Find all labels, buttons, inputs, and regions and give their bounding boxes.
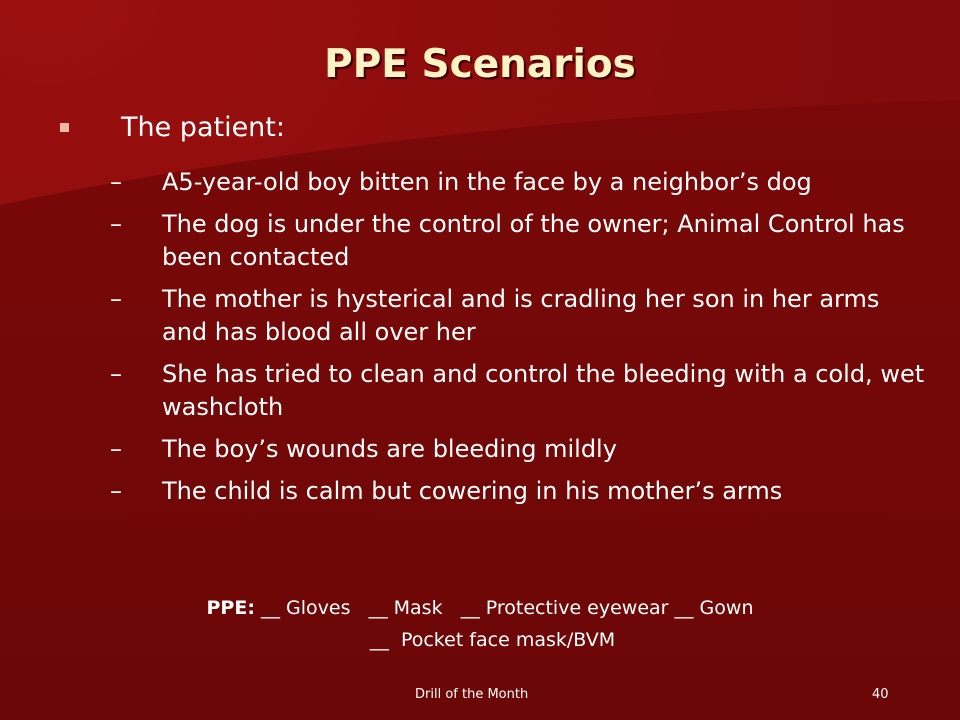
slide-number: 40 [872,687,889,702]
ppe-label: PPE: [206,597,255,619]
list-item-text: The dog is under the control of the owner; Animal Control has been contacted [162,210,905,271]
list-item [110,433,930,466]
list-item-text: She has tried to clean and control the bleeding with a cold, wet washcloth [162,360,925,421]
main-bullet [60,112,285,143]
square-bullet-icon [60,123,69,132]
dash-bullet: – [110,360,122,388]
list-item-text: The boy’s wounds are bleeding mildly [162,435,617,463]
dash-bullet: – [110,285,122,313]
ppe-line-1 [0,592,960,624]
dash-bullet: – [110,210,122,238]
list-item-text: The mother is hysterical and is cradling her son in her arms and has blood all over her [162,285,880,346]
list-item [110,166,930,199]
list-item [110,475,930,508]
list-item-text: The child is calm but cowering in his mother’s arms [162,477,783,505]
ppe-checklist [0,592,960,656]
patient-details-list [110,166,930,517]
dash-bullet: – [110,435,122,463]
dash-bullet: – [110,477,122,505]
slide-title: PPE Scenarios [324,42,636,87]
list-item [110,283,930,349]
list-item [110,358,930,424]
list-item [110,208,930,274]
main-bullet-text: The patient: [121,112,285,143]
list-item-text: A5-year-old boy bitten in the face by a neighbor’s dog [162,168,812,196]
ppe-options-1: __ Gloves __ Mask __ Protective eyewear __ Gown [260,597,754,619]
dash-bullet: – [110,168,122,196]
ppe-line-2: __ Pocket face mask/BVM [369,629,616,651]
footer-text: Drill of the Month [415,687,529,702]
